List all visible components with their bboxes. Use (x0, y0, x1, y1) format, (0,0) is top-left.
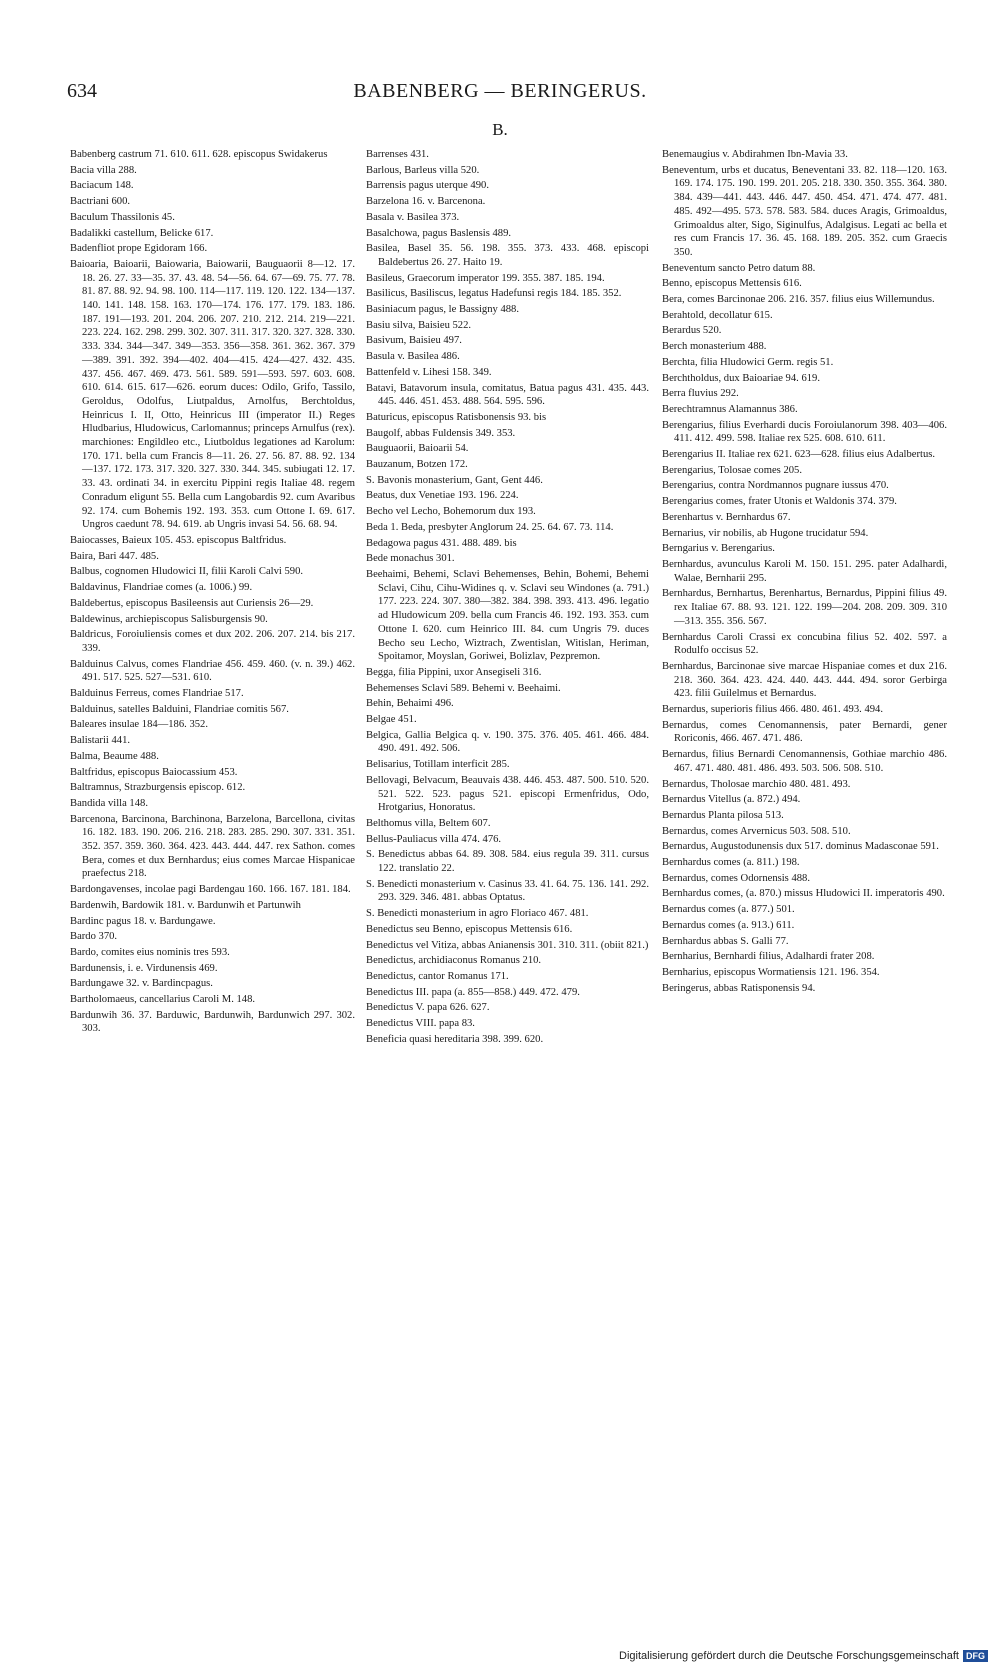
section-letter: B. (492, 120, 508, 139)
index-entry: Belisarius, Totillam interficit 285. (366, 759, 510, 771)
index-entry: Baldebertus, episcopus Basileensis aut Curiensis 26—29. (70, 597, 314, 609)
index-entry: Berchta, filia Hludowici Germ. regis 51. (662, 356, 834, 368)
index-entry: Bauzanum, Botzen 172. (366, 459, 468, 471)
index-entry: Batavi, Batavorum insula, comitatus, Batua pagus 431. 435. 443. 445. 446. 451. 453. 488. 564. 595. 596. (366, 382, 649, 408)
index-entry: Bardungawe 32. v. Bardincpagus. (70, 978, 213, 990)
index-entry: Berengarius II. Italiae rex 621. 623—628. filius eius Adalbertus. (662, 449, 936, 461)
index-entry: Babenberg castrum 71. 610. 611. 628. episcopus Swidakerus (70, 149, 328, 160)
index-entry: Bartholomaeus, cancellarius Caroli M. 148. (70, 994, 256, 1006)
index-entry: Bernhardus comes, (a. 870.) missus Hludowici II. imperatoris 490. (662, 888, 945, 900)
index-entry: Belgae 451. (366, 714, 417, 726)
index-entry: Benedictus, cantor Romanus 171. (366, 970, 509, 982)
index-entry: Barrenses 431. (366, 149, 429, 160)
index-column-1 (70, 148, 355, 1038)
index-entry: Bernhardus, Barcinonae sive marcae Hispaniae comes et dux 216. 218. 360. 364. 423. 424. 440. 443. 444. 494. soror Gerbirga 423. filii Guilelmus et Bernardus. (662, 660, 947, 700)
index-entry: Basalchowa, pagus Baslensis 489. (366, 227, 512, 239)
index-entry: Berengarius, filius Everhardi ducis Foroiulanorum 398. 403—406. 411. 412. 499. 598. Italiae rex 525. 608. 610. 611. (662, 419, 947, 445)
index-entry: Berardus 520. (662, 325, 722, 337)
index-entry: Bardo, comites eius nominis tres 593. (70, 946, 230, 958)
index-entry: Baira, Bari 447. 485. (70, 550, 159, 562)
index-entry: Bernardus Vitellus (a. 872.) 494. (662, 794, 801, 806)
index-entry: Bede monachus 301. (366, 553, 455, 565)
index-entry: Baciacum 148. (70, 180, 134, 192)
index-entry: Berchtholdus, dux Baioariae 94. 619. (662, 372, 820, 384)
index-entry: Beehaimi, Behemi, Sclavi Behemenses, Behin, Bohemi, Behemi Sclavi, Cihu, Cihu-Widines q. v. Sclavi seu Windones (a. 791.) 177. 223. 224. 307. 380—382. 384. 398. 393. 413. 496. legatio ad Hludowicum 209. bella cum Francis 46. 192. 193. 353. cum Ottone I. 620. cum Heinrico III. 84. cum Ungris 79. duces Becho seu Lecho, Wiztrach, Zwentislan, Witislan, Heriman, Spoitamor, Moyslan, Goriwei, Bolizlav, Pezpremon. (366, 568, 649, 663)
index-entry: Berengarius, contra Nordmannos pugnare iussus 470. (662, 480, 889, 492)
index-column-3 (662, 148, 947, 997)
index-entry: Berahtold, decollatur 615. (662, 309, 773, 321)
index-entry: Barlous, Barleus villa 520. (366, 164, 480, 176)
index-entry: Balduinus Ferreus, comes Flandriae 517. (70, 688, 244, 700)
index-entry: Basilicus, Basiliscus, legatus Hadefunsi regis 184. 185. 352. (366, 288, 622, 300)
index-entry: Benedictus vel Vitiza, abbas Anianensis 301. 310. 311. (obiit 821.) (366, 939, 649, 951)
index-entry: Benedictus V. papa 626. 627. (366, 1002, 490, 1014)
index-column-2 (366, 148, 649, 1048)
index-entry: Berra fluvius 292. (662, 388, 739, 400)
index-entry: Bardinc pagus 18. v. Bardungawe. (70, 915, 216, 927)
index-entry: Berengarius, Tolosae comes 205. (662, 464, 802, 476)
index-entry: Bardo 370. (70, 931, 118, 943)
index-entry: Becho vel Lecho, Bohemorum dux 193. (366, 506, 536, 518)
index-entry: Berch monasterium 488. (662, 341, 767, 353)
index-entry: Baugolf, abbas Fuldensis 349. 353. (366, 427, 516, 439)
index-entry: Battenfeld v. Lihesi 158. 349. (366, 366, 492, 378)
index-entry: Berenhartus v. Bernhardus 67. (662, 511, 791, 523)
index-entry: Bardenwih, Bardowik 181. v. Bardunwih et Partunwih (70, 899, 301, 911)
index-entry: S. Bavonis monasterium, Gant, Gent 446. (366, 474, 543, 486)
index-entry: Badenfliot prope Egidoram 166. (70, 243, 208, 255)
index-entry: Bernardus, Augustodunensis dux 517. dominus Madasconae 591. (662, 841, 939, 853)
index-entry: Beda 1. Beda, presbyter Anglorum 24. 25. 64. 67. 73. 114. (366, 521, 614, 533)
index-entry: Bernardus, comes Odornensis 488. (662, 872, 810, 884)
index-entry: Basiu silva, Baisieu 522. (366, 319, 472, 331)
index-entry: Balduinus, satelles Balduini, Flandriae comitis 567. (70, 703, 289, 715)
index-entry: Bernharius, Bernhardi filius, Adalhardi frater 208. (662, 951, 875, 963)
index-entry: Bernardus, superioris filius 466. 480. 461. 493. 494. (662, 704, 883, 716)
index-entry: Benedictus, archidiaconus Romanus 210. (366, 955, 542, 967)
index-entry: S. Benedicti monasterium in agro Floriaco 467. 481. (366, 908, 589, 920)
index-entry: Bernhardus abbas S. Galli 77. (662, 935, 789, 947)
index-entry: Benedictus VIII. papa 83. (366, 1018, 475, 1030)
index-entry: Bernardus, comes Cenomannensis, pater Bernardi, gener Roriconis, 466. 467. 471. 486. (662, 719, 947, 745)
index-entry: Benedictus seu Benno, episcopus Mettensis 616. (366, 923, 573, 935)
index-entry: Bardongavenses, incolae pagi Bardengau 160. 166. 167. 181. 184. (70, 884, 351, 896)
index-entry: Beneficia quasi hereditaria 398. 399. 620. (366, 1033, 544, 1045)
index-entry: S. Benedictus abbas 64. 89. 308. 584. eius regula 39. 311. cursus 122. translatio 22. (366, 849, 649, 875)
index-entry: Balistarii 441. (70, 735, 131, 747)
index-entry: Beringerus, abbas Ratisponensis 94. (662, 982, 816, 994)
index-entry: Bellus-Pauliacus villa 474. 476. (366, 833, 502, 845)
index-entry: Berngarius v. Berengarius. (662, 543, 775, 555)
index-entry: Benemaugius v. Abdirahmen Ibn-Mavia 33. (662, 149, 848, 160)
index-entry: Baldewinus, archiepiscopus Salisburgensis 90. (70, 613, 268, 625)
index-entry: Behemenses Sclavi 589. Behemi v. Beehaimi. (366, 682, 561, 694)
index-entry: Basivum, Baisieu 497. (366, 335, 462, 347)
index-entry: Bernardus comes (a. 913.) 611. (662, 919, 795, 931)
index-entry: Bernardus Planta pilosa 513. (662, 809, 784, 821)
index-entry: Bernharius, episcopus Wormatiensis 121. 196. 354. (662, 966, 880, 978)
index-entry: Bernardus, comes Arvernicus 503. 508. 510. (662, 825, 851, 837)
index-entry: Begga, filia Pippini, uxor Ansegiseli 316. (366, 666, 542, 678)
index-entry: Benno, episcopus Mettensis 616. (662, 278, 802, 290)
index-entry: Bactriani 600. (70, 196, 131, 208)
index-entry: Bernhardus Caroli Crassi ex concubina filius 52. 402. 597. a Rodulfo occisus 52. (662, 631, 947, 657)
footer (619, 1650, 988, 1662)
index-entry: Barrensis pagus uterque 490. (366, 180, 489, 192)
index-entry: Bernardus, filius Bernardi Cenomannensis, Gothiae marchio 486. 467. 471. 480. 481. 486. 493. 503. 506. 508. 510. (662, 749, 947, 774)
index-entry: Bernardus, Tholosae marchio 480. 481. 493. (662, 778, 851, 790)
index-entry: Basala v. Basilea 373. (366, 211, 460, 223)
index-entry: Baturicus, episcopus Ratisbonensis 93. bis (366, 411, 547, 423)
index-entry: Bedagowa pagus 431. 488. 489. bis (366, 537, 517, 549)
page-title: BABENBERG — BERINGERUS. (353, 80, 647, 102)
index-entry: Baldricus, Foroiuliensis comes et dux 202. 206. 207. 214. bis 217. 339. (70, 629, 355, 654)
index-entry: Basiniacum pagus, le Bassigny 488. (366, 304, 520, 316)
index-entry: Beneventum sancto Petro datum 88. (662, 262, 816, 274)
index-entry: Beneventum, urbs et ducatus, Beneventani 33. 82. 118—120. 163. 169. 174. 175. 190. 199. 201. 205. 218. 330. 350. 355. 364. 380. 384. 439—441. 443. 446. 447. 450. 454. 471. 474. 477. 481. 485. 492—495. 573. 578. 583. 584. duces Aragis, Grimoaldus, Grimoaldus alter, Sigo, Siginulfus, Adalgisus. Legati ac bella et res cum Francis 17. 36. 45. 168. 189. 205. 352. cum Graecis 350. (662, 164, 947, 258)
index-entry: Barcenona, Barcinona, Barchinona, Barzelona, Barcellona, civitas 16. 182. 183. 190. 206. 216. 218. 283. 285. 290. 307. 331. 351. 352. 357. 359. 360. 364. 423. 443. 444. 447. rex Sathon. comes Bera, comes et dux Bernhardus; eius comes Marcae Hispanicae praefectus 218. (70, 813, 355, 880)
index-entry: Badalikki castellum, Belicke 617. (70, 227, 214, 239)
index-entry: Bandida villa 148. (70, 797, 148, 809)
index-entry: Bernhardus, Bernhartus, Berenhartus, Bernardus, Pippini filius 49. rex Italiae 67. 88. 93. 121. 122. 199—204. 208. 209. 309. 310—313. 355. 356. 567. (662, 588, 947, 627)
index-entry: Bernarius, vir nobilis, ab Hugone trucidatur 594. (662, 527, 869, 539)
index-entry: Balbus, cognomen Hludowici II, filii Karoli Calvi 590. (70, 566, 304, 578)
index-entry: Belthomus villa, Beltem 607. (366, 817, 491, 829)
index-entry: Bernardus comes (a. 877.) 501. (662, 904, 795, 916)
index-entry: Bauguaorii, Baioarii 54. (366, 443, 469, 455)
index-entry: Balduinus Calvus, comes Flandriae 456. 459. 460. (v. n. 39.) 462. 491. 517. 525. 527—531. 610. (70, 658, 355, 684)
index-entry: Basula v. Basilea 486. (366, 351, 460, 363)
index-entry: Baldavinus, Flandriae comes (a. 1006.) 99. (70, 582, 253, 594)
index-entry: Bernhardus, avunculus Karoli M. 150. 151. 295. pater Adalhardi, Walae, Bernharii 295. (662, 558, 947, 584)
index-entry: Bacia villa 288. (70, 164, 137, 176)
index-entry: S. Benedicti monasterium v. Casinus 33. 41. 64. 75. 136. 141. 292. 293. 329. 346. 481. abbas Optatus. (366, 878, 649, 904)
index-entry: Bardunensis, i. e. Virdunensis 469. (70, 962, 218, 974)
index-entry: Baltfridus, episcopus Baiocassium 453. (70, 766, 238, 778)
index-entry: Benedictus III. papa (a. 855—858.) 449. 472. 479. (366, 986, 580, 998)
index-entry: Bardunwih 36. 37. Barduwic, Bardunwih, Bardunwich 297. 302. 303. (70, 1009, 355, 1035)
index-entry: Belgica, Gallia Belgica q. v. 190. 375. 376. 405. 461. 466. 484. 490. 491. 492. 506. (366, 729, 649, 755)
page-number: 634 (67, 80, 97, 102)
index-entry: Baioaria, Baioarii, Baiowaria, Baiowarii, Bauguaorii 8—12. 17. 18. 26. 27. 33—35. 37. 43. 48. 54—56. 64. 67—69. 75. 77. 78. 81. 87. 88. 92. 94. 98. 100. 114—117. 119. 120. 122. 134—137. 140. 141. 148. 158. 163. 170—174. 176. 177. 179. 183. 186. 187. 191—193. 201. 204. 206. 207. 210. 212. 214. 219—221. 223. 224. 162. 298. 299. 302. 307. 311. 317. 320. 327. 328. 330. 333. 334. 344—347. 349—353. 356—358. 361. 362. 367. 379—389. 391. 392. 394—402. 404—415. 424—427. 432. 435. 437. 456. 467. 469. 473. 561. 589. 591—593. 597. 603. 608. 610. 614. 615. 617—626. eorum duces: Odilo, Grifo, Tassilo, Geroldus, Odolfus, Liutpaldus, Arnolfus, Berchtoldus, Heinricus I. II, Otto, Heinricus III (imperator II.) Reges Hludbarius, Hludowicus, Carlomannus; princeps Arnulfus (rex). marchiones: Engildleo etc., Liutboldus legationes ad Karolum: 170. 171. bella cum Francis 8—11. 26. 27. 56. 87. 88. 92. 134—137. 172. 173. 317. 320. 327. 330. 344. 345. subiugati 12. 17. 33. 43. ordinati 34. in exercitu Pippini regis Italiae 48. regem Conradum eligunt 55. Bella cum Langobardis 92. cum Avaribus 92. 174. cum Bohemis 192. 193. 353. cum Ottone I. 69. 617. Ungros caedunt 78. 94. 619. ab Ungris invasi 54. 56. 68. 94. (70, 258, 355, 531)
index-entry: Baiocasses, Baieux 105. 453. episcopus Baltfridus. (70, 534, 287, 546)
index-entry: Bera, comes Barcinonae 206. 216. 357. filius eius Willemundus. (662, 294, 935, 306)
index-entry: Baleares insulae 184—186. 352. (70, 719, 208, 731)
index-entry: Beatus, dux Venetiae 193. 196. 224. (366, 490, 519, 502)
index-entry: Balma, Beaume 488. (70, 750, 159, 762)
dfg-logo: DFG (963, 1650, 988, 1662)
index-entry: Berengarius comes, frater Utonis et Waldonis 374. 379. (662, 496, 897, 508)
index-entry: Basileus, Graecorum imperator 199. 355. 387. 185. 194. (366, 272, 605, 284)
index-entry: Behin, Behaimi 496. (366, 698, 454, 710)
footer-credit: Digitalisierung gefördert durch die Deutsche Forschungsgemeinschaft (619, 1650, 959, 1662)
index-entry: Baltramnus, Strazburgensis episcop. 612. (70, 782, 246, 794)
index-entry: Bellovagi, Belvacum, Beauvais 438. 446. 453. 487. 500. 510. 520. 521. 522. 523. pagus 521. episcopi Ermenfridus, Odo, Hrotgarius, Honoratus. (366, 774, 649, 814)
index-entry: Basilea, Basel 35. 56. 198. 355. 373. 433. 468. episcopi Baldebertus 26. 27. Haito 19. (366, 243, 649, 268)
index-entry: Berechtramnus Alamannus 386. (662, 403, 798, 415)
index-entry: Baculum Thassilonis 45. (70, 211, 175, 223)
index-entry: Barzelona 16. v. Barcenona. (366, 196, 486, 208)
index-entry: Bernhardus comes (a. 811.) 198. (662, 857, 800, 869)
